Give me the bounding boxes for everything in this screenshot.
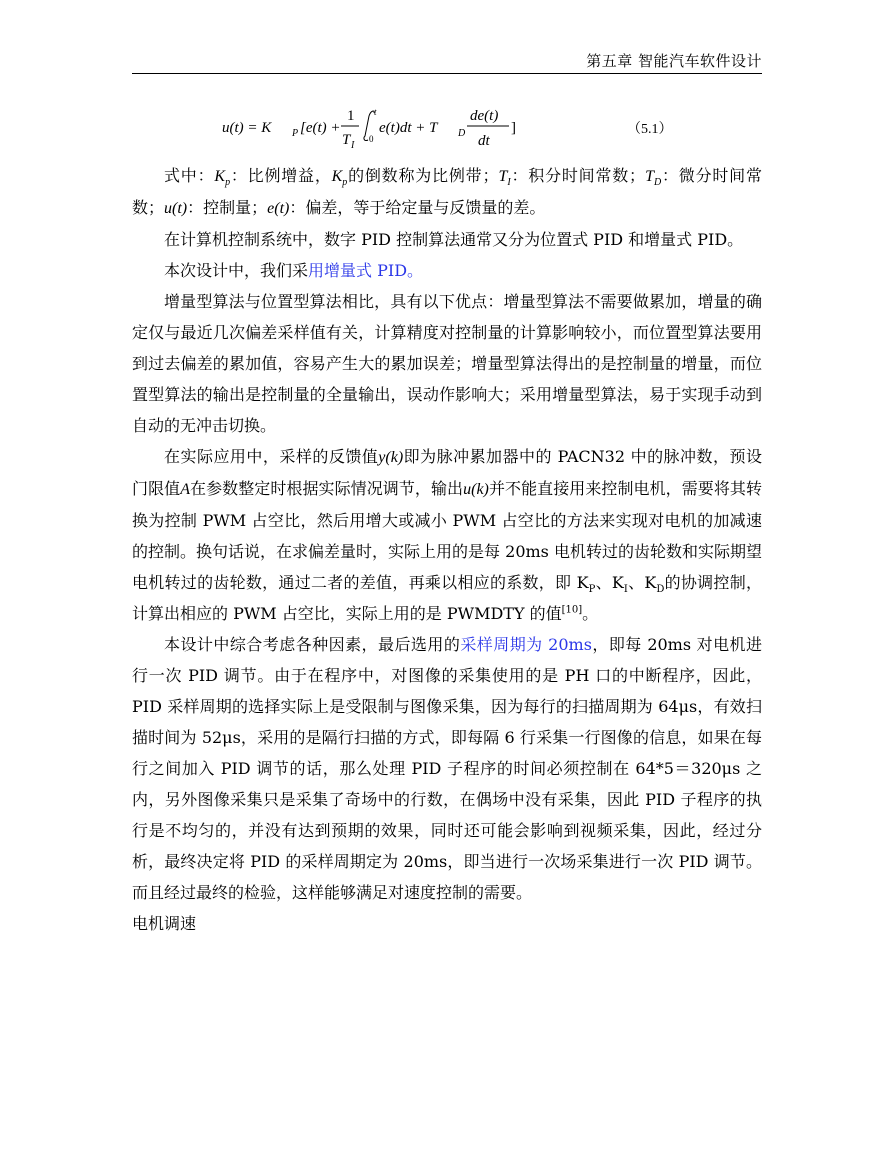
text: 并不能直接用来控制电机，需要将其转换为控制 PWM 占空比，然后用增大或减小 PWM 占空比的方法来实现对电机的加减速的控制。换句话说，在求偏差量时，实际上用的是每 20ms 电机转过的齿轮数和实际期望电机转过的齿轮数，通过二者的差值，再乘以相应的系数，即 K [132,479,762,592]
paragraph-pid-types: 在计算机控制系统中，数字 PID 控制算法通常又分为位置式 PID 和增量式 PID。 [164,230,744,249]
text: 、K [595,573,624,592]
symbol-yk: y(k) [378,449,404,466]
paragraph-design-choice [132,255,762,286]
text: 的倒数称为比例带； [347,166,499,185]
symbol-et: e(t) [267,200,290,217]
symbol-ti-sub: I [507,177,511,189]
text: 、K [627,573,657,592]
symbol-td-sub: D [653,177,662,189]
text: 本次设计中，我们采 [164,261,309,280]
highlighted-text: 用增量式 PID。 [308,261,424,280]
text: ：微分时间常数； [132,166,762,217]
formula-frac2-num: de(t) [470,108,499,124]
formula-frac1-num: 1 [347,108,355,124]
formula-frac1-den-sub: I [351,140,355,151]
formula-integral-lower: 0 [369,134,374,144]
equation-number: （5.1） [627,122,673,137]
text: ，即每 20ms 对电机进行一次 PID 调节。由于在程序中，对图像的采集使用的是 PH 口的中断程序，因此，PID 采样周期的选择实际上是受限制与图像采集，因为每行的扫描周期为 64μs，有效扫描时间为 52μs，采用的是隔行扫描的方式，即每隔 6 行采集一行图像的信息，如果在每行之间加入 PID 调节的话，那么处理 PID 子程序的时间必须控制在 64*5＝320μs 之内，另外图像采集只是采集了奇场中的行数，在偶场中没有采集，因此 PID 子程序的执行是不均匀的，并没有达到预期的效果，同时还可能会影响到视频采集，因此，经过分析，最终决定将 PID 的采样周期定为 20ms，即当进行一次场采集进行一次 PID 调节。而且经过最终的检验，这样能够满足对速度控制的需要。 [132,635,762,902]
formula-integral-upper: t [374,107,377,117]
symbol-kp: K [331,168,343,185]
symbol-ut: u(t) [164,200,188,217]
formula-kp-sub: P [292,128,299,139]
highlighted-text: 采样周期为 20ms [460,635,592,654]
symbol-a: A [180,481,190,498]
formula-frac1-den: T [342,132,351,148]
text: ：积分时间常数； [510,166,646,185]
symbol-ti: T [498,168,508,185]
symbol-kp-sub: p [342,177,348,189]
formula-bracket-open: [e(t) + [300,120,341,136]
subscript-p: P [588,584,596,596]
text: ：比例增益， [230,166,332,185]
text: 的协调控制，计算出相应的 PWM 占空比，实际上用的是 PWMDTY 的值 [132,573,762,623]
symbol-kp-sub: p [225,177,231,189]
paragraph-application [132,441,762,629]
subscript-d: D [656,584,665,596]
text: 即为脉冲累加器中的 PACN32 中的脉冲数，预设门限值 [132,447,762,498]
text: 在参数整定时根据实际情况调节，输出 [189,479,464,498]
chapter-title: 第五章 智能汽车软件设计 [586,52,762,70]
formula-lhs: u(t) = K [222,120,272,136]
header-rule [132,73,762,74]
formula-td-sub: D [458,128,466,139]
formula-integrand: e(t)dt + T [379,120,438,136]
symbol-uk: u(k) [463,481,489,498]
body-text [132,160,762,939]
subscript-i: I [623,584,628,596]
page-header [132,50,762,72]
paragraph-sampling-period [132,629,762,908]
paragraph-incremental-advantages: 增量型算法与位置型算法相比，具有以下优点：增量型算法不需要做累加，增量的确定仅与最近几次偏差采样值有关，计算精度对控制量的计算影响较小，而位置型算法要用到过去偏差的累加值，容易产生大的累加误差；增量型算法得出的是控制量的增量，而位置型算法的输出是控制量的全量输出，误动作影响大；采用增量型算法，易于实现手动到自动的无冲击切换。 [132,292,762,435]
text: 式中： [164,166,215,185]
text: 本设计中综合考虑各种因素，最后选用的 [164,635,461,654]
pid-formula [222,102,762,154]
formula-bracket-close: ] [511,120,516,136]
text: 。 [582,604,599,623]
text: 在实际应用中，采样的反馈值 [164,447,379,466]
citation-ref: [10] [561,604,583,616]
text: ：偏差，等于给定量与反馈量的差。 [289,198,546,217]
text: ：控制量； [187,198,268,217]
symbol-td: T [645,168,654,185]
formula-frac2-den: dt [478,133,490,149]
section-heading-motor-speed: 电机调速 [132,914,197,933]
symbol-kp: K [214,168,226,185]
pid-formula-svg [222,102,622,154]
paragraph-variable-definitions [132,160,762,224]
